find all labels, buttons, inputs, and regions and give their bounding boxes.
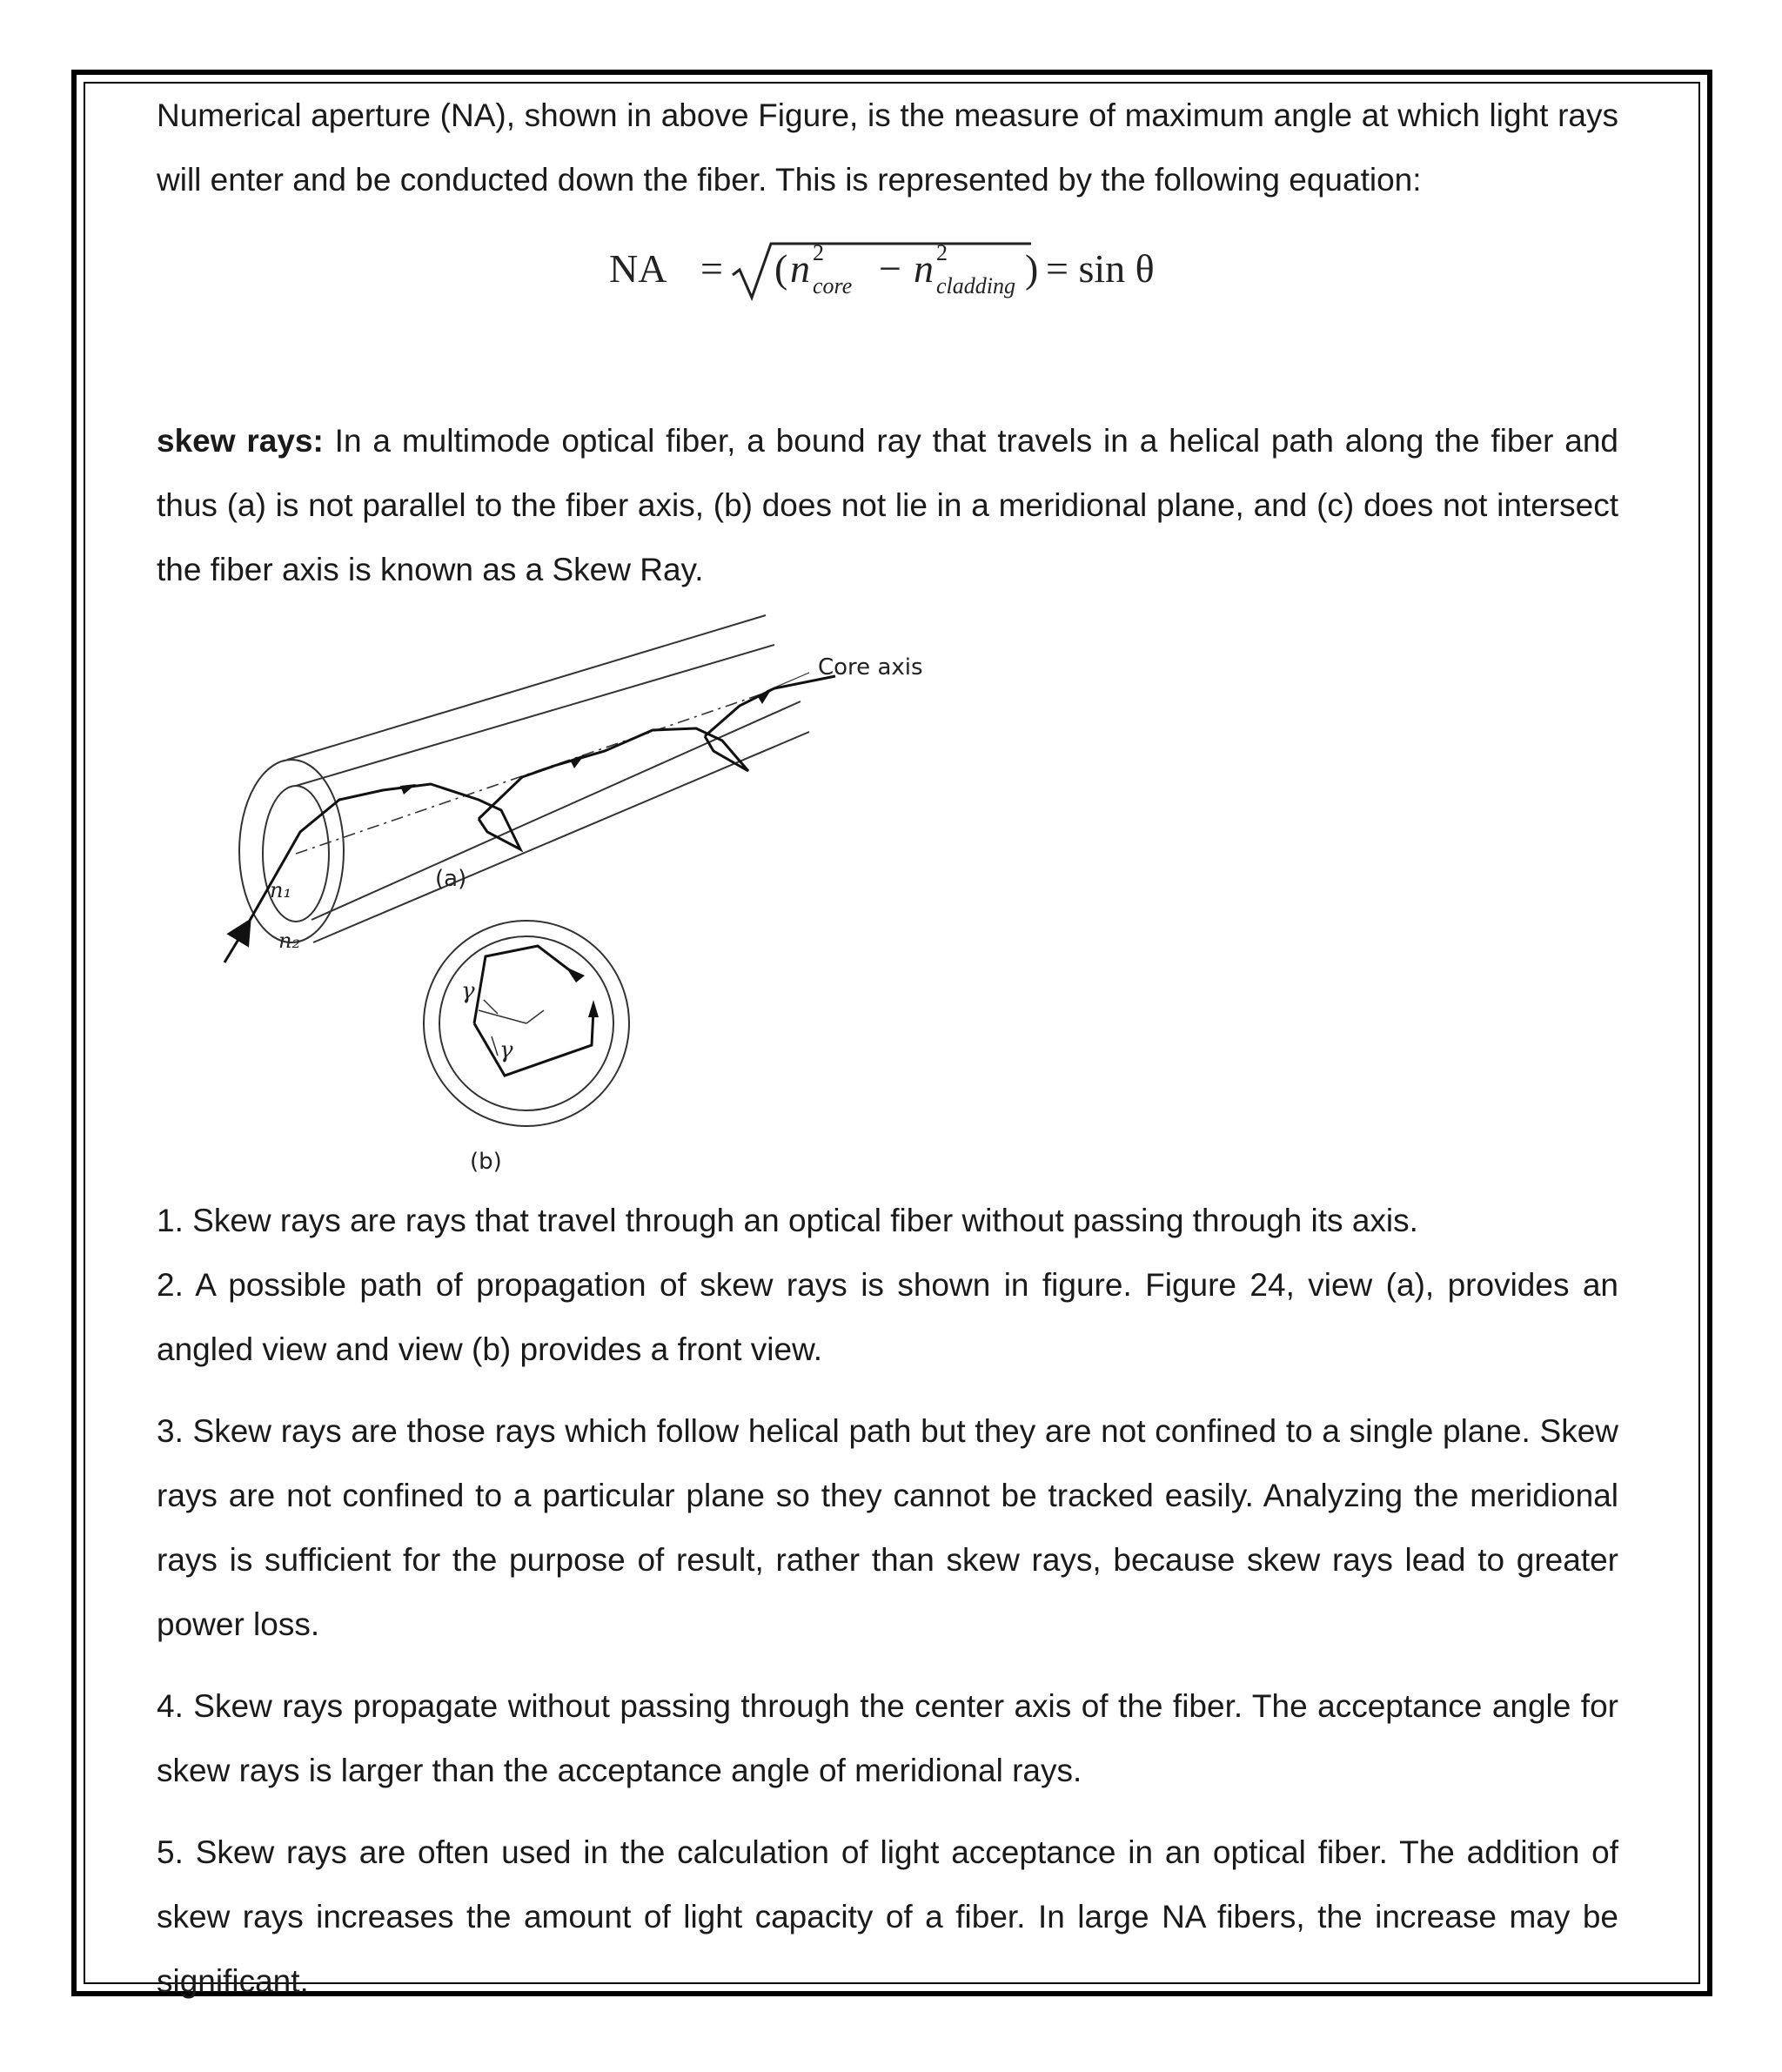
front-view-ray-bottom	[474, 1010, 593, 1076]
equation-lhs: NA	[609, 246, 667, 291]
equation-n-cladding: n	[914, 246, 934, 291]
equation-exponent-cladding: 2	[936, 240, 948, 265]
skew-ray-diagram	[209, 523, 1079, 1184]
equation-subscript-cladding: cladding	[936, 273, 1015, 298]
list-item: 5. Skew rays are often used in the calculation of light acceptance in an optical fiber. The addition of skew rays increases the amount of light capacity of a fiber. In large NA fibers, the increase may be significant.	[157, 1834, 1618, 1999]
n1-label: n₁	[270, 878, 292, 902]
equation-equals: =	[700, 246, 723, 291]
equation-close-paren: )	[1025, 246, 1039, 291]
page-content	[157, 84, 1619, 1999]
front-view-arrowhead-right	[588, 1000, 599, 1017]
list-item: 2. A possible path of propagation of skew rays is shown in figure. Figure 24, view (a), provides an angled view and view (b) provides a front view.	[157, 1267, 1618, 1367]
equation-exponent-core: 2	[813, 240, 824, 265]
skew-ray-definition-text: In a multimode optical fiber, a bound ray that travels in a helical path along the fiber and thus (a) is not parallel to the fiber axis, (b) does not lie in a meridional plane, and (c) does not intersect the fiber axis is known as a Skew Ray.	[157, 423, 1619, 587]
skew-ray-points	[157, 1189, 1618, 2031]
core-edge-bottom	[312, 701, 801, 920]
list-item: 3. Skew rays are those rays which follow helical path but they are not confined to a single plane. Skew rays are not confined to a particular plane so they cannot be tracked easily. Analyzing the meridional rays is sufficient for the purpose of result, rather than skew rays, because skew rays lead to greater power loss.	[157, 1413, 1618, 1642]
angle-ray-line	[479, 1010, 526, 1023]
ray-arrowhead-2	[570, 754, 585, 768]
front-view-arrowhead-top	[566, 967, 585, 982]
center-radius-line	[526, 1010, 544, 1023]
incident-ray	[224, 925, 247, 962]
equation-subscript-core: core	[813, 273, 853, 298]
equation-minus: −	[879, 246, 901, 291]
list-item: 1. Skew rays are rays that travel through an optical fiber without passing through its axis.	[157, 1203, 1418, 1238]
view-b-label: (b)	[470, 1149, 502, 1175]
cladding-edge-top	[287, 615, 766, 760]
intro-paragraph: Numerical aperture (NA), shown in above Figure, is the measure of maximum angle at which light rays will enter and be conducted down the fiber. This is represented by the following equation:	[157, 97, 1618, 198]
skew-ray-path-1	[247, 784, 520, 925]
equation-rhs: = sin θ	[1046, 246, 1155, 291]
core-edge-top	[296, 645, 774, 786]
skew-ray-term: skew rays:	[157, 423, 324, 459]
na-equation	[157, 237, 1618, 306]
list-item: 4. Skew rays propagate without passing through the center axis of the fiber. The acceptance angle for skew rays is larger than the acceptance angle of meridional rays.	[157, 1688, 1618, 1788]
equation-n-core: n	[790, 246, 810, 291]
skew-ray-path-3	[705, 676, 835, 736]
core-axis-label: Core axis	[818, 654, 923, 681]
front-view-ray-top	[474, 946, 574, 1023]
ray-arrowhead-1	[400, 784, 416, 795]
equation-open-paren: (	[774, 246, 788, 291]
view-a-label: (a)	[435, 866, 467, 892]
gamma-label-lower: γ	[499, 1037, 513, 1063]
skew-ray-figure	[209, 523, 1079, 1184]
gamma-label-upper: γ	[461, 978, 475, 1004]
n2-label: n₂	[278, 929, 301, 953]
skew-ray-path-2	[479, 728, 748, 819]
